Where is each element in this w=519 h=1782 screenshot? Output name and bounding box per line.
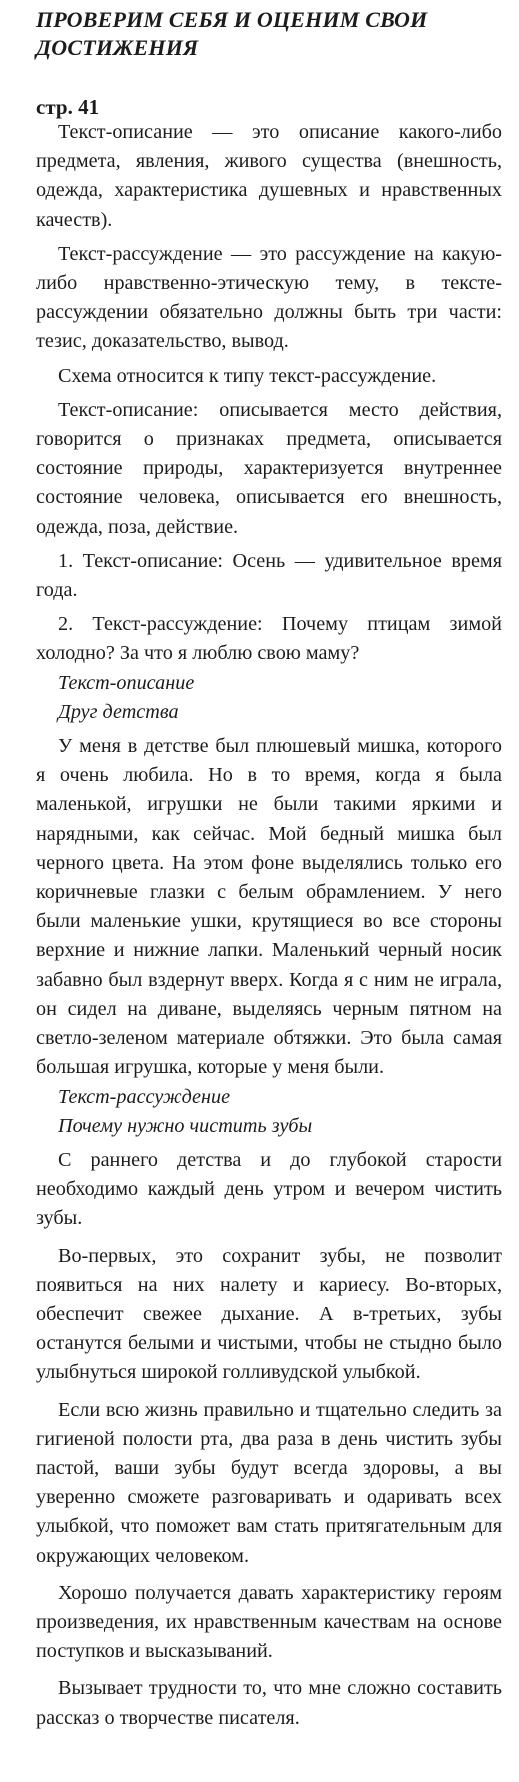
page-heading: ПРОВЕРИМ СЕБЯ И ОЦЕНИМ СВОИ ДОСТИЖЕНИЯ [36,7,428,60]
definition-reasoning: Текст-рассуждение — это рассуждение на какую-либо нравственно-этическую тему, в тексте-рассуждении обязательно должны быть три части: тезис, доказательство, вывод. [36,242,502,353]
story-text: У меня в детстве был плюшевый мишка, которого я очень любила. Но в то время, когда я была маленькой, игрушки не были такими яркими и нарядными, как сейчас. Мой бедный мишка был черного цвета. На этом фоне выделялись только его коричневые глазки с белым обрамлением. У него были маленькие ушки, крутящиеся во все стороны верхние и нижние лапки. Маленький черный носик забавно был вздернут вверх. Когда я с ним не играла, он сидел на диване, выделяясь черным пятном на светло-зеленом материале обтяжки. Это была самая большая игрушка, которые у меня были. [36,735,502,1079]
essay-title: Почему нужно чистить зубы [58,1114,313,1137]
essay-arguments: Во-первых, это сохранит зубы, не позволит появиться на них налету и кариесу. Во-вторых, обеспечит свежее дыхание. А в-третьих, зубы останутся белыми и чистыми, чтобы не стыдно было улыбнуться широкой голливудской улыбкой. [36,1244,502,1384]
subheading-description: Текст-описание [58,671,195,694]
story-title: Друг детства [58,700,179,723]
example-1: 1. Текст-описание: Осень — удивительное время года. [36,549,502,602]
subheading-reasoning: Текст-рассуждение [58,1085,231,1108]
self-assessment-difficult: Вызывает трудности то, что мне сложно составить рассказ о творчестве писателя. [36,1677,502,1729]
self-assessment-good: Хорошо получается давать характеристику героям произведения, их нравственным качествам на основе поступков и высказываний. [36,1581,502,1663]
essay-thesis: С раннего детства и до глубокой старости необходимо каждый день утром и вечером чистить зубы. [36,1148,502,1230]
description-features: Текст-описание: описывается место действия, говорится о признаках предмета, описывается состояние природы, характеризуется внутреннее состояние человека, описывается его внешность, одежда, поза, действие. [36,398,502,538]
scheme-note: Схема относится к типу текст-рассуждение. [58,364,437,387]
page-reference: стр. 41 [36,95,100,119]
definition-description: Текст-описание — это описание какого-либо предмета, явления, живого существа (внешность, одежда, характеристика душевных и нравственных качеств). [36,121,502,231]
essay-conclusion: Если всю жизнь правильно и тщательно следить за гигиеной полости рта, два раза в день чистить зубы пастой, ваши зубы будут всегда здоровы, а вы уверенно сможете разговаривать и одаривать всех улыбкой, что поможет вам стать притягательным для окружающих человеком. [36,1398,502,1567]
example-2: 2. Текст-рассуждение: Почему птицам зимой холодно? За что я люблю свою маму? [36,613,502,665]
page-body [36,118,502,1733]
